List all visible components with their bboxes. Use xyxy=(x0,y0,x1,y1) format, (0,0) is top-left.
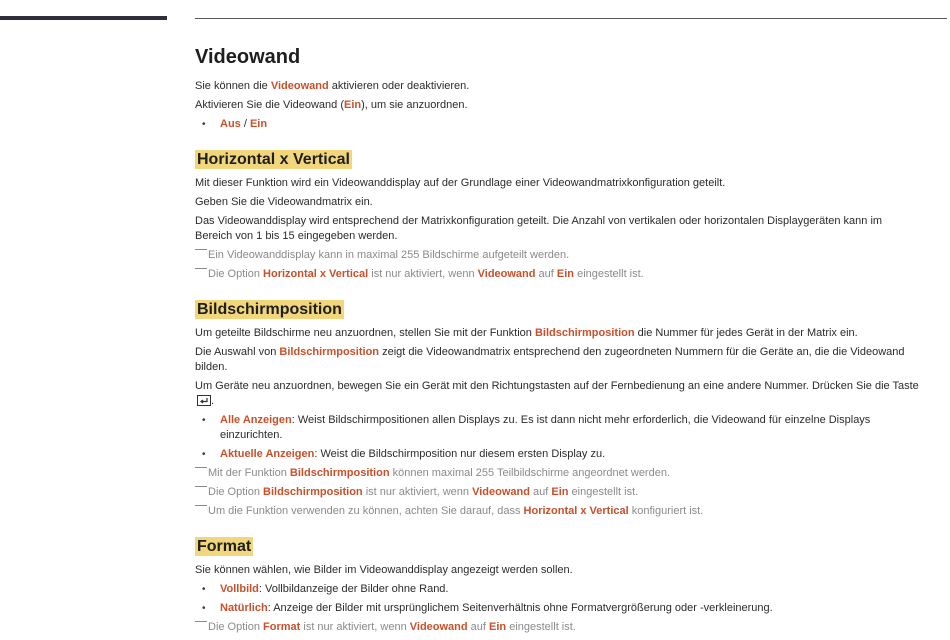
paragraph: Geben Sie die Videowandmatrix ein. xyxy=(195,196,373,208)
list-item xyxy=(195,601,920,616)
note-text: Die Option xyxy=(208,621,264,633)
note xyxy=(195,466,920,481)
emphasis-term: Alle Anzeigen xyxy=(220,414,292,426)
note-text: konfiguriert ist. xyxy=(628,505,704,517)
section-heading-format: Format xyxy=(197,538,252,555)
intro-line-2 xyxy=(195,98,920,113)
text: Um geteilte Bildschirme neu anzuordnen, stellen Sie mit der Funktion xyxy=(195,327,535,339)
intro-line-1 xyxy=(195,79,920,94)
note-text: ist nur aktiviert, wenn xyxy=(368,268,478,280)
note xyxy=(195,267,920,282)
note-text: Um die Funktion verwenden zu können, achten Sie darauf, dass xyxy=(208,505,524,517)
emphasis-term: Vollbild xyxy=(220,583,259,595)
emphasis-term: Ein xyxy=(489,621,507,633)
list-item xyxy=(195,582,920,597)
list-item xyxy=(195,117,920,132)
text: : Weist Bildschirmpositionen allen Displays zu. Es ist dann nicht mehr erforderlich, die Videowand für einzelne Displays einzurichten. xyxy=(220,414,871,441)
note-text: eingestellt ist. xyxy=(506,621,576,633)
emphasis-term: Aktuelle Anzeigen xyxy=(220,448,315,460)
text: . xyxy=(211,395,215,407)
note-dash-icon xyxy=(195,268,207,269)
enter-key-icon xyxy=(197,395,211,406)
paragraph: Sie können wählen, wie Bilder im Videowanddisplay angezeigt werden sollen. xyxy=(195,564,573,576)
option-list xyxy=(195,582,920,616)
paragraph xyxy=(195,345,920,375)
note-dash-icon xyxy=(195,505,207,506)
note-text: ist nur aktiviert, wenn xyxy=(362,486,473,498)
option-ein: Ein xyxy=(249,118,268,130)
option-list xyxy=(195,413,920,462)
note-text: auf xyxy=(467,621,490,633)
emphasis-term: Bildschirmposition xyxy=(279,346,380,358)
list-item xyxy=(195,447,920,462)
emphasis-term: Bildschirmposition xyxy=(289,467,390,479)
option-list xyxy=(195,117,920,132)
text: Die Auswahl von xyxy=(195,346,280,358)
text: ), um sie anzuordnen. xyxy=(361,99,468,111)
emphasis-term: Videowand xyxy=(472,486,530,498)
note xyxy=(195,620,920,635)
emphasis-term: Videowand xyxy=(270,80,329,92)
text: die Nummer für jedes Gerät in der Matrix ein. xyxy=(634,327,858,339)
text: Aktivieren Sie die Videowand ( xyxy=(195,99,344,111)
note-text: auf xyxy=(535,268,557,280)
note xyxy=(195,485,920,500)
emphasis-term: Natürlich xyxy=(220,602,268,614)
paragraph xyxy=(195,379,920,409)
note-text: Ein Videowanddisplay kann in maximal 255 Bildschirme aufgeteilt werden. xyxy=(208,249,570,261)
emphasis-term: Horizontal x Vertical xyxy=(523,505,629,517)
note-text: eingestellt ist. xyxy=(568,486,639,498)
emphasis-term: Ein xyxy=(556,268,575,280)
emphasis-term: Format xyxy=(263,621,301,633)
list-item xyxy=(195,413,920,443)
option-aus: Aus xyxy=(220,118,241,130)
paragraph: Mit dieser Funktion wird ein Videowanddisplay auf der Grundlage einer Videowandmatrixkonfiguration geteilt. xyxy=(195,177,726,189)
emphasis-term: Ein xyxy=(344,99,362,111)
note-text: auf xyxy=(529,486,552,498)
note-text: Die Option xyxy=(208,486,264,498)
emphasis-term: Horizontal x Vertical xyxy=(263,268,369,280)
note-dash-icon xyxy=(195,467,207,468)
paragraph xyxy=(195,326,920,341)
emphasis-term: Bildschirmposition xyxy=(263,486,363,498)
section-heading-horizontal-vertical: Horizontal x Vertical xyxy=(197,151,350,168)
text: : Vollbildanzeige der Bilder ohne Rand. xyxy=(258,583,449,595)
note-text: ist nur aktiviert, wenn xyxy=(300,621,410,633)
note-text: eingestellt ist. xyxy=(574,268,644,280)
section-heading-bildschirmposition: Bildschirmposition xyxy=(197,301,342,318)
text: zeigt die Videowandmatrix entsprechend den zugeordneten Nummern für die Geräte an, die die Videowand bilden. xyxy=(195,346,905,373)
text: : Weist die Bildschirmposition nur diesem ersten Display zu. xyxy=(314,448,606,460)
note-dash-icon xyxy=(195,621,207,622)
note-dash-icon xyxy=(195,486,207,487)
emphasis-term: Videowand xyxy=(477,268,536,280)
manual-page xyxy=(195,44,920,639)
note xyxy=(195,248,920,263)
note-dash-icon xyxy=(195,249,207,250)
paragraph: Das Videowanddisplay wird entsprechend der Matrixkonfiguration geteilt. Die Anzahl von vertikalen oder horizontalen Displaygeräten kann im Bereich von 1 bis 15 eingegeben werden. xyxy=(195,215,883,242)
text: Um Geräte neu anzuordnen, bewegen Sie ein Gerät mit den Richtungstasten auf der Fernbedienung an eine andere Nummer. Drücken Sie die Taste xyxy=(195,380,919,392)
text: Sie können die xyxy=(195,80,271,92)
page-title: Videowand xyxy=(195,46,301,68)
emphasis-term: Videowand xyxy=(409,621,468,633)
note-text: können maximal 255 Teilbildschirme angeordnet werden. xyxy=(389,467,671,479)
emphasis-term: Ein xyxy=(551,486,569,498)
text: aktivieren oder deaktivieren. xyxy=(328,80,470,92)
note xyxy=(195,504,920,519)
emphasis-term: Bildschirmposition xyxy=(534,327,635,339)
note-text: Mit der Funktion xyxy=(208,467,290,479)
note-text: Die Option xyxy=(208,268,264,280)
text: : Anzeige der Bilder mit ursprünglichem Seitenverhältnis ohne Formatvergrößerung oder -verkleinerung. xyxy=(267,602,773,614)
option-separator: / xyxy=(240,118,250,130)
header-rule xyxy=(195,18,947,19)
header-accent-bar xyxy=(0,16,167,20)
